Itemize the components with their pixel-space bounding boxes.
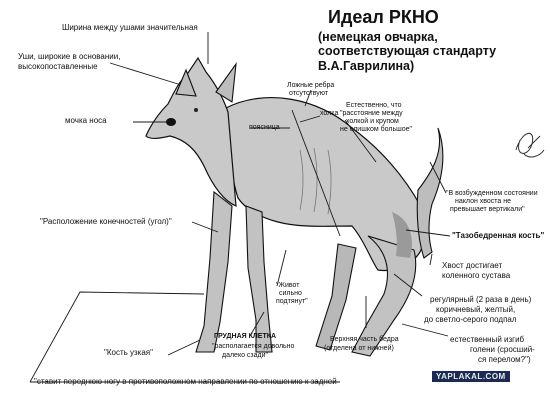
label-thigh-1: Верхняя часть бедра xyxy=(330,336,399,343)
label-excited-2: наклон хвоста не xyxy=(455,198,512,205)
dog-nose xyxy=(166,118,176,126)
page-title: Идеал РКНО xyxy=(328,7,439,27)
signature-scribble xyxy=(516,133,544,157)
label-natural-4: не слишком большое" xyxy=(340,126,412,133)
dog-front-leg-left xyxy=(196,192,232,352)
label-limbs: "Расположение конечностей (угол)" xyxy=(40,217,172,226)
label-shin-2: голени (сросший- xyxy=(470,345,535,354)
label-chest-head: ГРУДНАЯ КЛЕТКА xyxy=(214,333,277,340)
dog-hind-leg-back xyxy=(316,244,356,350)
label-thigh-2: (отделена от нижней) xyxy=(324,345,394,352)
label-belly-2: сильно xyxy=(279,290,302,297)
label-hip: "Тазобедренная кость" xyxy=(452,231,545,240)
label-shin-3: ся перелом?") xyxy=(478,355,531,364)
label-excited-3: превышает вертикали" xyxy=(450,206,525,213)
label-chest-2: далеко сзади" xyxy=(222,352,269,359)
label-chest-1: "располагается довольно xyxy=(212,343,295,350)
dog-eye xyxy=(194,108,198,112)
label-hump: холка xyxy=(320,110,339,117)
label-regular-1: регулярный (2 раза в день) xyxy=(430,295,532,304)
label-nose: мочка носа xyxy=(65,116,107,125)
dog-head-neck xyxy=(146,58,236,206)
label-ears-base-2: высокопоставленные xyxy=(18,62,98,71)
label-natural-1: Естественно, что xyxy=(346,102,402,109)
label-belly-1: "Живот xyxy=(276,282,300,289)
label-loin: поясница xyxy=(249,124,280,131)
label-bone: "Кость узкая" xyxy=(104,348,153,357)
page-subtitle: (немецкая овчарка, соответствующая стандарту В.А.Гаврилина) xyxy=(318,30,497,73)
label-false-ribs-1: Ложные ребра xyxy=(287,82,335,89)
label-regular-2: коричневый, желтый, xyxy=(436,305,516,314)
label-regular-3: до светло-серого подпал xyxy=(424,315,517,324)
label-belly-3: подтянут" xyxy=(276,298,308,305)
watermark: YAPLAKAL.COM xyxy=(432,371,510,382)
dog-tail xyxy=(417,128,443,258)
label-false-ribs-2: отсутствуют xyxy=(289,90,329,97)
dog-front-leg-right xyxy=(246,206,272,352)
label-tail-1: Хвост достигает xyxy=(442,261,503,270)
label-natural-3: холкой и крупом xyxy=(346,118,399,125)
label-natural-2: "расстояние между xyxy=(340,110,403,117)
label-tail-2: коленного сустава xyxy=(442,271,511,280)
label-ears-width: Ширина между ушами значительная xyxy=(62,23,198,32)
label-excited-1: "В возбужденном состоянии xyxy=(446,190,538,197)
label-shin-1: естественный изгиб xyxy=(450,335,525,344)
label-ears-base-1: Уши, широкие в основании, xyxy=(18,52,121,61)
label-front-leg: "ставит переднюю ногу в противоположном направлении по отношению к задней xyxy=(34,377,337,386)
